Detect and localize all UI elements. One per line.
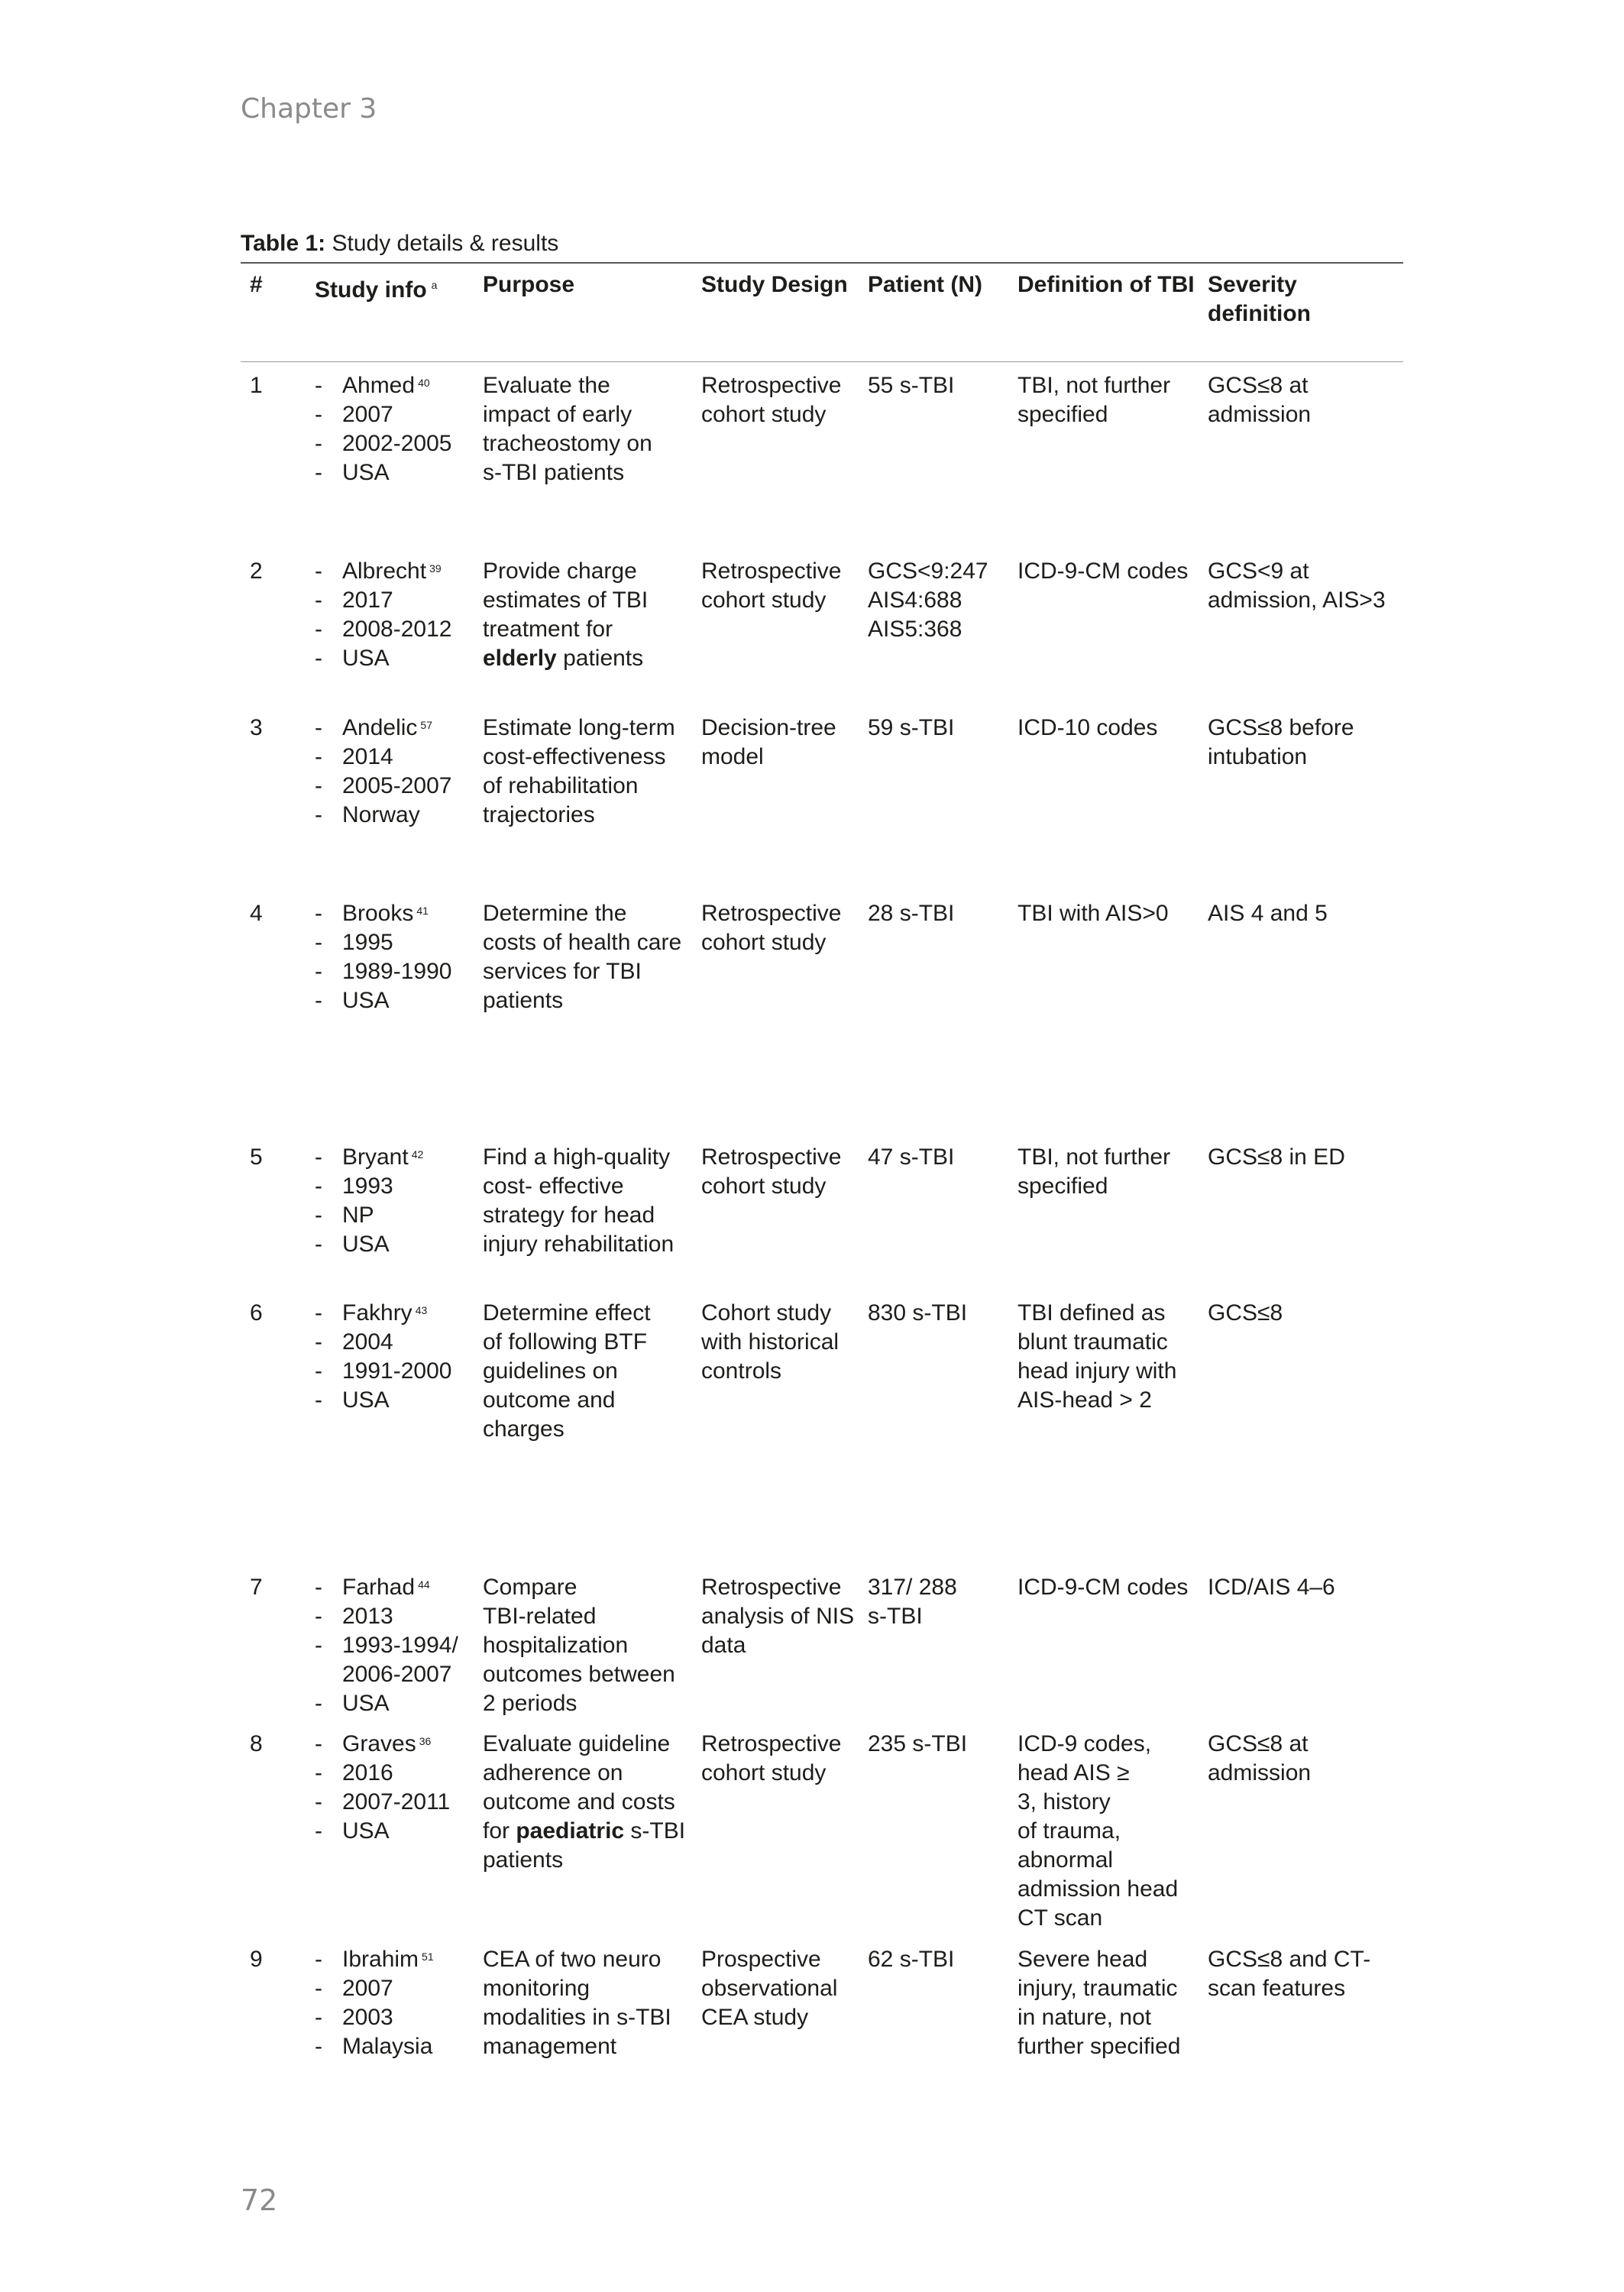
study-author [315, 1945, 460, 1974]
study-info [315, 1143, 460, 1259]
study-year: - 2016 [315, 1759, 460, 1788]
table-top-rule [241, 262, 1403, 264]
study-design: Decision-tree model [701, 715, 836, 769]
study-info [315, 714, 460, 830]
study-purpose: Evaluate the impact of early tracheostomy on s-TBI patients [483, 373, 652, 485]
author-name: Farhad [342, 1575, 416, 1600]
header-purpose: Purpose [483, 272, 575, 297]
study-country: - USA [315, 458, 460, 487]
study-period: - 2005-2007 [315, 772, 460, 801]
author-ref: 42 [411, 1148, 424, 1161]
author-ref: 51 [422, 1950, 434, 1963]
study-info [315, 1945, 460, 2061]
header-study-info-label: Study info [315, 277, 427, 303]
header-num: # [250, 272, 263, 297]
tbi-definition: TBI, not further specified [1017, 1144, 1171, 1199]
study-country: - USA [315, 1817, 460, 1846]
tbi-definition: ICD-10 codes [1017, 715, 1158, 740]
header-patient: Patient (N) [868, 272, 982, 297]
study-period: - 2008-2012 [315, 615, 460, 644]
author-name: Albrecht [342, 558, 427, 584]
row-number: 1 [250, 373, 263, 398]
severity-definition: GCS≤8 in ED [1208, 1144, 1345, 1170]
study-author [315, 1143, 460, 1172]
severity-definition: AIS 4 and 5 [1208, 901, 1328, 926]
study-design: Prospective observational CEA study [701, 1947, 838, 2030]
tbi-definition: ICD-9-CM codes [1017, 558, 1189, 584]
author-ref: 44 [418, 1578, 430, 1591]
chapter-header: Chapter 3 [241, 93, 377, 125]
study-period: - 2002-2005 [315, 429, 460, 458]
study-year: - 1993 [315, 1172, 460, 1201]
tbi-definition: TBI with AIS>0 [1017, 901, 1169, 926]
study-info [315, 1730, 460, 1846]
severity-definition: GCS≤8 [1208, 1300, 1283, 1326]
severity-definition: GCS≤8 at admission [1208, 373, 1312, 427]
header-study-info [315, 270, 437, 305]
study-country: - USA [315, 1386, 460, 1415]
author-name: Ibrahim [342, 1947, 419, 1972]
row-number: 2 [250, 558, 263, 584]
study-design: Retrospective cohort study [701, 558, 842, 613]
author-name: Graves [342, 1731, 416, 1756]
study-author [315, 1299, 460, 1328]
study-country: - USA [315, 1689, 460, 1718]
tbi-definition: TBI defined as blunt traumatic head injury with AIS-head > 2 [1017, 1300, 1177, 1413]
row-number: 7 [250, 1575, 263, 1600]
author-ref: 43 [415, 1304, 428, 1316]
study-author [315, 714, 460, 743]
study-year: - 2017 [315, 586, 460, 615]
study-patients: 830 s-TBI [868, 1300, 968, 1326]
study-patients: 62 s-TBI [868, 1947, 955, 1972]
study-year: - 2004 [315, 1328, 460, 1357]
study-purpose: Compare TBI-related hospitalization outcomes between 2 periods [483, 1575, 675, 1716]
study-period: - NP [315, 1201, 460, 1230]
tbi-definition: ICD-9-CM codes [1017, 1575, 1189, 1600]
severity-definition: GCS≤8 and CT- scan features [1208, 1947, 1371, 2001]
study-year: - 2007 [315, 400, 460, 429]
study-purpose: Estimate long-term cost-effectiveness of rehabilitation trajectories [483, 715, 675, 827]
study-design: Retrospective analysis of NIS data [701, 1575, 855, 1658]
study-period: - 2003 [315, 2003, 460, 2032]
study-purpose: CEA of two neuro monitoring modalities in s-TBI management [483, 1947, 671, 2059]
study-info [315, 1573, 460, 1718]
caption-label: Table 1: [241, 231, 326, 256]
caption-text: Study details & results [325, 231, 559, 256]
study-period: - 1993-1994/ 2006-2007 [315, 1631, 460, 1689]
study-purpose: Determine the costs of health care services for TBI patients [483, 901, 682, 1013]
severity-definition: GCS≤8 before intubation [1208, 715, 1354, 769]
study-design: Retrospective cohort study [701, 1731, 842, 1785]
header-bottom-rule [241, 361, 1403, 362]
page-number: 72 [241, 2184, 278, 2217]
severity-definition: ICD/AIS 4–6 [1208, 1575, 1335, 1600]
row-number: 8 [250, 1731, 263, 1756]
row-number: 6 [250, 1300, 263, 1326]
header-study-design: Study Design [701, 272, 848, 297]
study-year: - 2007 [315, 1974, 460, 2003]
study-design: Cohort study with historical controls [701, 1300, 839, 1384]
study-patients: 47 s-TBI [868, 1144, 955, 1170]
row-number: 3 [250, 715, 263, 740]
header-study-info-sup: a [431, 279, 438, 291]
study-year: - 2013 [315, 1602, 460, 1631]
study-design: Retrospective cohort study [701, 373, 842, 427]
study-author [315, 557, 460, 586]
author-ref: 57 [420, 719, 432, 731]
author-name: Andelic [342, 715, 418, 740]
author-name: Fakhry [342, 1300, 412, 1326]
table-caption [241, 231, 558, 257]
tbi-definition: ICD-9 codes, head AIS ≥ 3, history of trauma, abnormal admission head CT scan [1017, 1731, 1179, 1931]
header-definition: Definition of TBI [1017, 272, 1195, 297]
study-purpose: Provide charge estimates of TBI treatment for elderly patients [483, 558, 649, 671]
study-country: - USA [315, 1230, 460, 1259]
severity-definition: GCS≤8 at admission [1208, 1731, 1312, 1785]
study-patients: GCS<9:247 AIS4:688 AIS5:368 [868, 558, 988, 642]
study-purpose: Determine effect of following BTF guidelines on outcome and charges [483, 1300, 651, 1442]
row-number: 4 [250, 901, 263, 926]
study-info [315, 557, 460, 673]
severity-definition: GCS<9 at admission, AIS>3 [1208, 558, 1386, 613]
study-patients: 59 s-TBI [868, 715, 955, 740]
study-purpose: Evaluate guideline adherence on outcome and costs for paediatric s-TBI patients [483, 1731, 686, 1873]
author-name: Bryant [342, 1144, 409, 1170]
tbi-definition: TBI, not further specified [1017, 373, 1171, 427]
study-info [315, 1299, 460, 1415]
header-severity: Severity definition [1208, 272, 1311, 326]
study-patients: 235 s-TBI [868, 1731, 968, 1756]
row-number: 5 [250, 1144, 263, 1170]
author-name: Ahmed [342, 373, 416, 398]
study-author [315, 371, 460, 400]
study-country: - USA [315, 986, 460, 1015]
tbi-definition: Severe head injury, traumatic in nature, not further specified [1017, 1947, 1181, 2059]
study-design: Retrospective cohort study [701, 901, 842, 955]
study-period: - 1991-2000 [315, 1357, 460, 1386]
study-author [315, 1730, 460, 1759]
author-ref: 39 [429, 562, 442, 575]
study-year: - 1995 [315, 928, 460, 957]
row-number: 9 [250, 1947, 263, 1972]
study-country: - Norway [315, 801, 460, 830]
study-patients: 317/ 288 s-TBI [868, 1575, 957, 1629]
study-period: - 2007-2011 [315, 1788, 460, 1817]
study-author [315, 899, 460, 928]
study-country: - Malaysia [315, 2032, 460, 2061]
author-ref: 41 [416, 905, 429, 917]
study-year: - 2014 [315, 743, 460, 772]
study-patients: 55 s-TBI [868, 373, 955, 398]
study-info [315, 899, 460, 1015]
study-info [315, 371, 460, 487]
author-name: Brooks [342, 901, 414, 926]
study-country: - USA [315, 644, 460, 673]
study-design: Retrospective cohort study [701, 1144, 842, 1199]
study-patients: 28 s-TBI [868, 901, 955, 926]
study-purpose: Find a high-quality cost- effective strategy for head injury rehabilitation [483, 1144, 675, 1257]
author-ref: 36 [419, 1735, 432, 1747]
author-ref: 40 [418, 377, 430, 389]
study-author [315, 1573, 460, 1602]
study-period: - 1989-1990 [315, 957, 460, 986]
